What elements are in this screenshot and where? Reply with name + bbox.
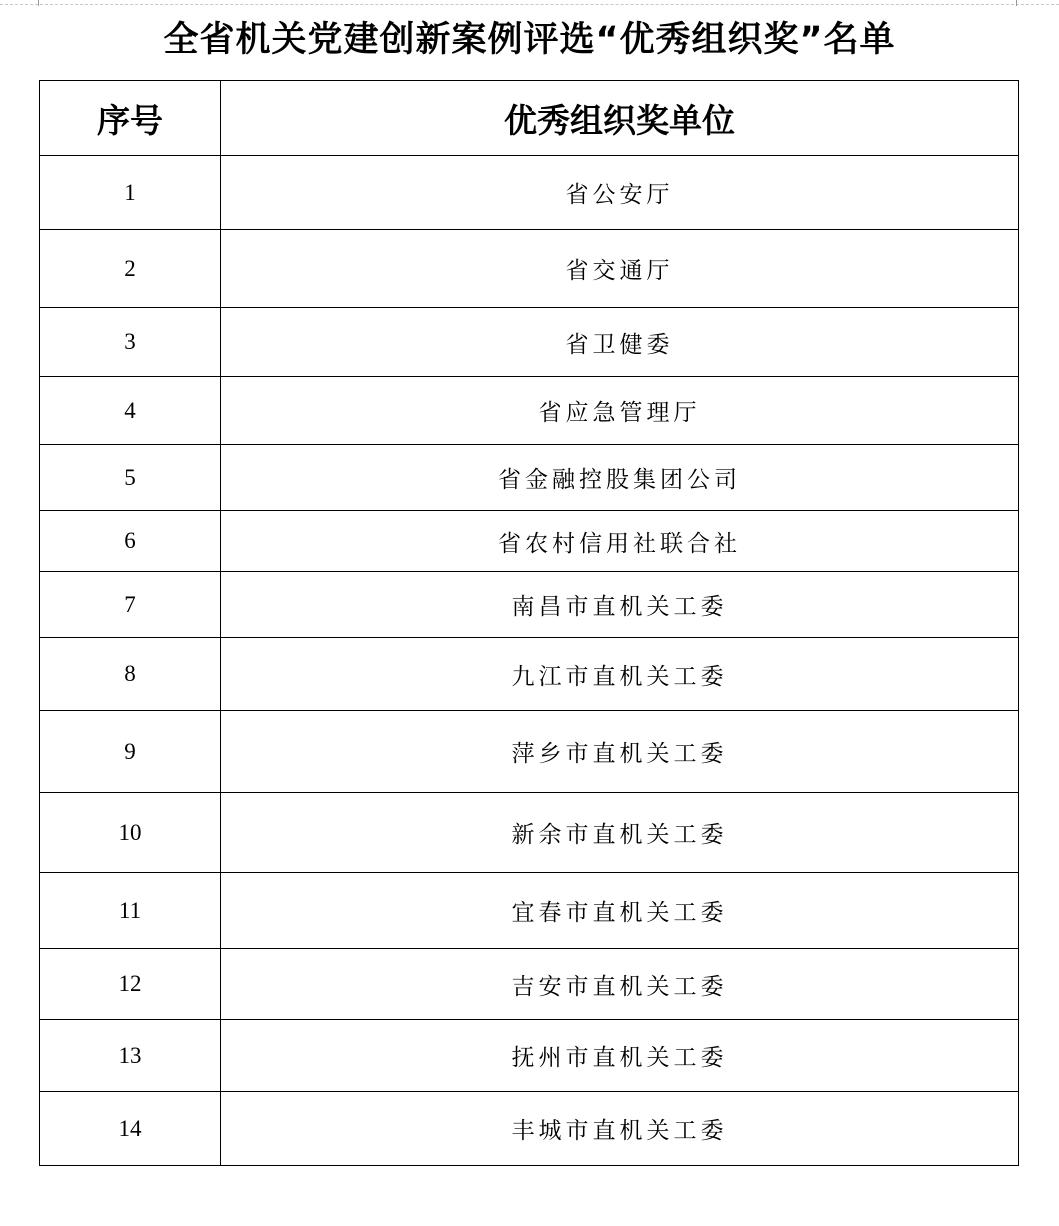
row-unit: 省公安厅 [221, 156, 1019, 230]
row-unit: 省卫健委 [221, 308, 1019, 377]
table-header-row [40, 81, 1019, 156]
row-number: 1 [40, 156, 221, 230]
table-row [40, 156, 1019, 230]
row-unit: 省金融控股集团公司 [221, 445, 1019, 511]
table-row [40, 638, 1019, 711]
row-unit: 抚州市直机关工委 [221, 1020, 1019, 1092]
table-row [40, 511, 1019, 572]
table-row [40, 377, 1019, 445]
row-number: 4 [40, 377, 221, 445]
header-unit: 优秀组织奖单位 [221, 81, 1019, 156]
award-list-table [39, 80, 1019, 1166]
row-unit: 九江市直机关工委 [221, 638, 1019, 711]
row-unit: 省应急管理厅 [221, 377, 1019, 445]
row-unit: 丰城市直机关工委 [221, 1092, 1019, 1166]
row-number: 12 [40, 949, 221, 1020]
header-number: 序号 [40, 81, 221, 156]
table-row [40, 230, 1019, 308]
table-row [40, 308, 1019, 377]
table-row [40, 873, 1019, 949]
row-unit: 吉安市直机关工委 [221, 949, 1019, 1020]
row-number: 11 [40, 873, 221, 949]
page-corner-mark-right [1016, 0, 1017, 6]
table-row [40, 445, 1019, 511]
page-top-border [0, 4, 1059, 5]
row-number: 8 [40, 638, 221, 711]
row-unit: 新余市直机关工委 [221, 793, 1019, 873]
row-number: 13 [40, 1020, 221, 1092]
row-unit: 萍乡市直机关工委 [221, 711, 1019, 793]
row-number: 5 [40, 445, 221, 511]
table-row [40, 1092, 1019, 1166]
table-row [40, 949, 1019, 1020]
table-row [40, 793, 1019, 873]
row-number: 10 [40, 793, 221, 873]
table-row [40, 1020, 1019, 1092]
row-unit: 省交通厅 [221, 230, 1019, 308]
table-row [40, 711, 1019, 793]
row-number: 7 [40, 572, 221, 638]
row-number: 3 [40, 308, 221, 377]
row-unit: 省农村信用社联合社 [221, 511, 1019, 572]
row-unit: 南昌市直机关工委 [221, 572, 1019, 638]
row-number: 2 [40, 230, 221, 308]
row-number: 14 [40, 1092, 221, 1166]
row-number: 6 [40, 511, 221, 572]
page-corner-mark-left [38, 0, 39, 6]
row-unit: 宜春市直机关工委 [221, 873, 1019, 949]
document-title: 全省机关党建创新案例评选“优秀组织奖”名单 [163, 20, 896, 60]
table-row [40, 572, 1019, 638]
row-number: 9 [40, 711, 221, 793]
